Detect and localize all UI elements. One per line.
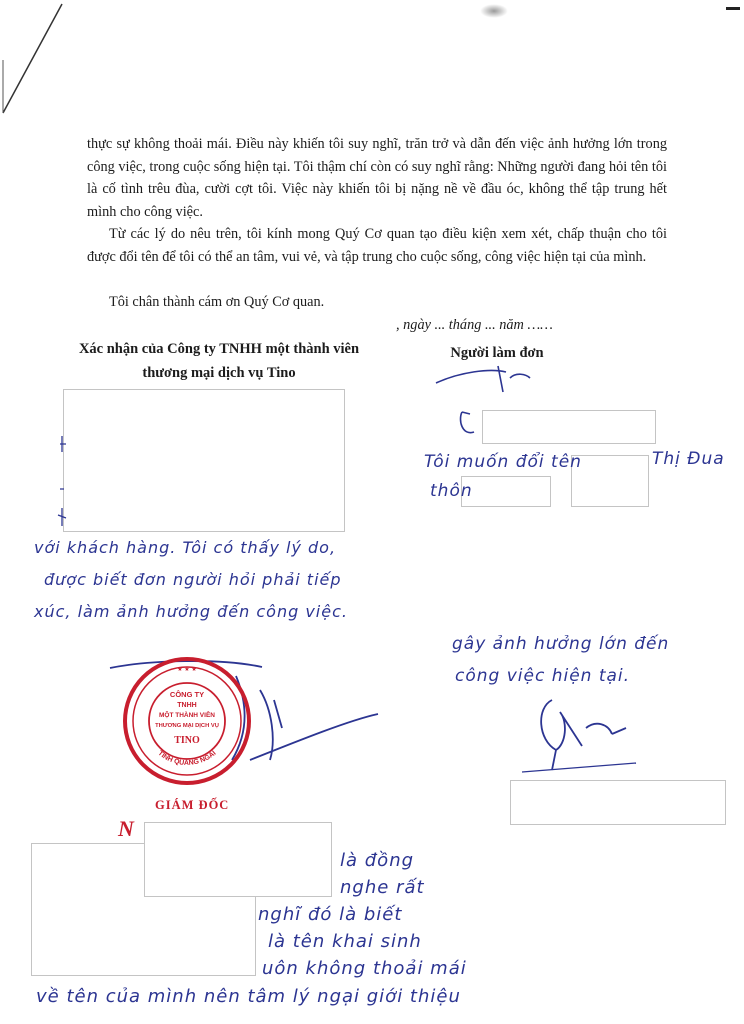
handwritten-bottom-line: nghe rất (340, 877, 425, 898)
handwritten-applicant-note-line: thôn (430, 481, 473, 501)
handwritten-applicant-note-line: Thị Đua (652, 449, 725, 469)
paragraph-thanks: Tôi chân thành cám ơn Quý Cơ quan. (109, 294, 325, 310)
seal-line: CÔNG TY (169, 690, 205, 699)
handwritten-bottom-line: là đồng (340, 850, 415, 871)
seal-line: THƯƠNG MẠI DỊCH VỤ (155, 723, 219, 729)
applicant-heading: Người làm đơn (450, 345, 544, 361)
company-seal-icon (120, 654, 254, 788)
handwritten-applicant-note-line: Tôi muốn đổi tên (424, 452, 582, 472)
director-title: GIÁM ĐỐC (155, 798, 230, 812)
company-confirmation-heading: Xác nhận của Công ty TNHH một thành viên thương mại dịch vụ Tino (78, 341, 360, 381)
handwritten-bottom-line: nghĩ đó là biết (258, 904, 403, 925)
seal-line: TINO (174, 735, 200, 746)
handwritten-bottom-line: về tên của mình nên tâm lý ngại giới thiệu (36, 986, 461, 1007)
handwritten-bottom-line: uôn không thoải mái (262, 958, 467, 979)
svg-text:★ ★ ★: ★ ★ ★ (177, 667, 197, 673)
handwritten-applicant-note-line: gây ảnh hưởng lớn đến (452, 634, 670, 654)
seal-line: TNHH (177, 702, 197, 709)
date-line: , ngày ... tháng ... năm …… (396, 317, 553, 333)
handwritten-company-note-line: xúc, làm ảnh hưởng đến công việc. (34, 602, 348, 621)
handwritten-company-note-line: được biết đơn người hỏi phải tiếp (44, 570, 342, 589)
handwritten-applicant-note-line: công việc hiện tại. (455, 666, 631, 686)
seal-line: MỘT THÀNH VIÊN (159, 712, 215, 719)
paragraph-request: Từ các lý do nêu trên, tôi kính mong Quý Cơ quan tạo điều kiện xem xét, chấp thuận cho tôi được đổi tên để tôi có thể an tâm, vui vẻ, và tập trung cho cuộc sống, công việc hiện tại của mình. (87, 226, 667, 265)
paragraph-reason: thực sự không thoải mái. Điều này khiến tôi suy nghĩ, trăn trở và dẫn đến việc ảnh hưởng lớn trong công việc, trong cuộc sống hiện tại. Tôi thậm chí còn có suy nghĩ rằng: Những người đang hỏi tên tôi là cố tình trêu đùa, cười cợt tôi. Việc này khiến tôi bị nặng nề về đầu óc, không thể tập trung hết mình cho công việc. (87, 136, 667, 220)
handwritten-bottom-line: là tên khai sinh (268, 931, 422, 952)
handwritten-company-note-line: với khách hàng. Tôi có thấy lý do, (34, 538, 337, 557)
seal-ring-text: TỈNH QUẢNG NGÃI (156, 749, 218, 767)
director-name: N (118, 816, 134, 841)
